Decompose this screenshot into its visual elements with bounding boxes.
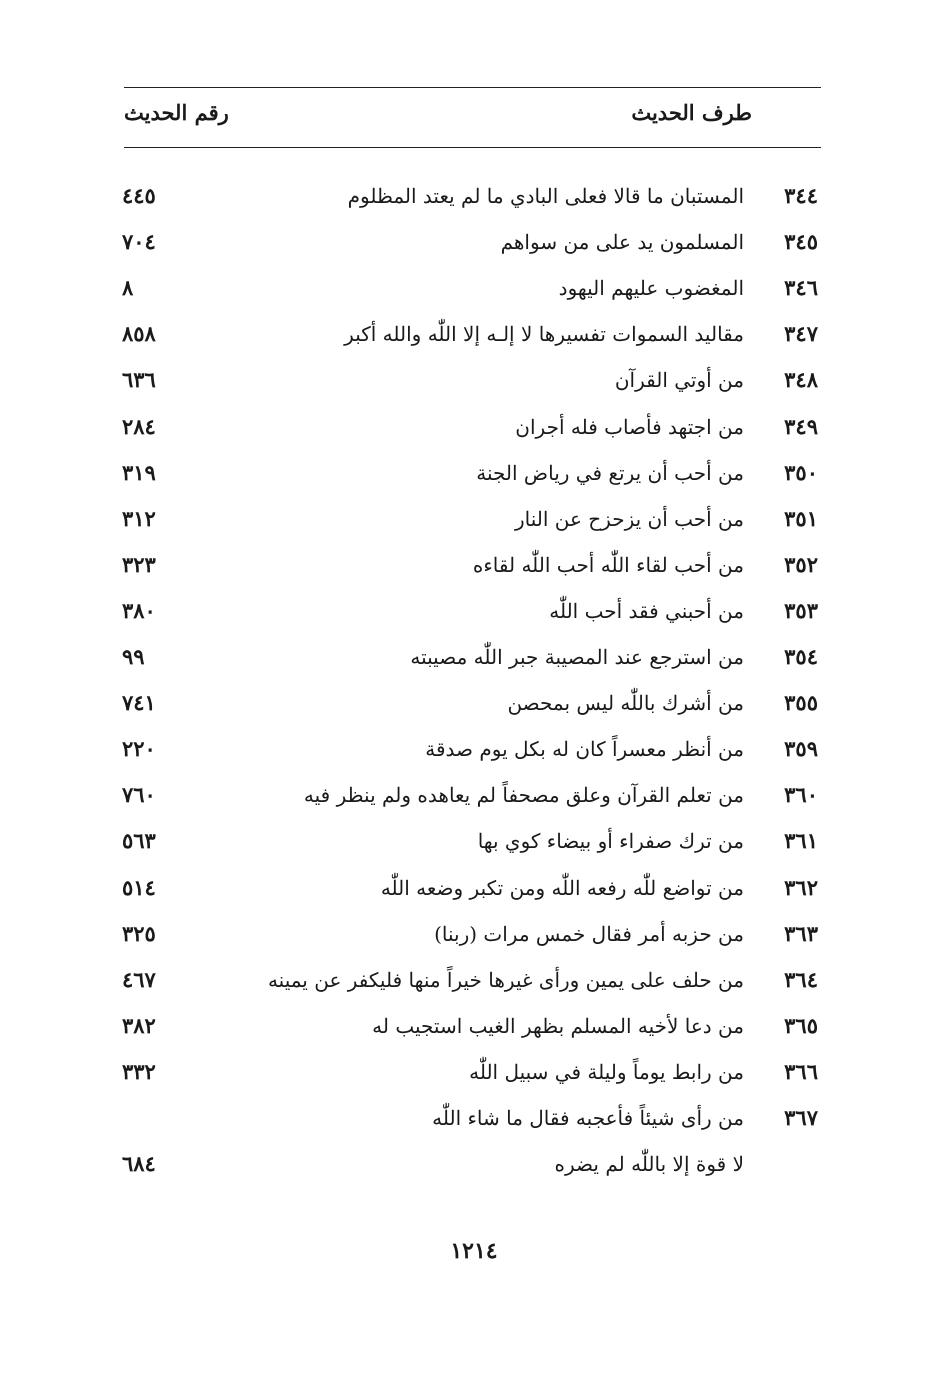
hadith-opening-text: المغضوب عليهم اليهود <box>558 276 744 301</box>
hadith-opening-text: من رأى شيئاً فأعجبه فقال ما شاء اللّٰه <box>432 1106 744 1130</box>
hadith-reference-number: ٣١٢ <box>122 505 156 531</box>
entry-number: ٣٤٨ <box>784 367 818 393</box>
hadith-opening-text: من أحب أن يزحزح عن النار <box>514 506 744 531</box>
entry-number: ٣٤٥ <box>784 229 818 255</box>
hadith-reference-number: ٩٩ <box>122 644 145 669</box>
hadith-opening-text: من حزبه أمر فقال خمس مرات (ربنا) <box>434 921 744 946</box>
hadith-reference-number: ٦٨٤ <box>122 1151 156 1177</box>
hadith-opening-text: لا قوة إلا باللّٰه لم يضره <box>554 1152 744 1177</box>
table-row <box>0 501 948 537</box>
table-row <box>0 593 948 629</box>
table-row <box>0 685 948 721</box>
hadith-reference-number: ٤٦٧ <box>122 966 156 992</box>
hadith-reference-number: ٣٨٠ <box>122 597 156 623</box>
entry-number: ٣٦٣ <box>784 920 818 946</box>
hadith-opening-text: من رابط يوماً وليلة في سبيل اللّٰه <box>469 1059 744 1084</box>
table-row <box>0 1054 948 1090</box>
entry-number: ٣٥٥ <box>784 690 818 716</box>
hadith-reference-number: ٨ <box>122 275 134 301</box>
hadith-opening-text: من ترك صفراء أو بيضاء كوي بها <box>477 829 744 854</box>
page-number: ١٢١٤ <box>450 1238 498 1264</box>
table-row <box>0 823 948 859</box>
hadith-reference-number: ٤٤٥ <box>122 183 156 208</box>
hadith-opening-text: من أنظر معسراً كان له بكل يوم صدقة <box>425 737 744 762</box>
entry-number: ٣٦٢ <box>784 874 818 900</box>
hadith-opening-text: من أوتي القرآن <box>614 368 744 393</box>
entry-number: ٣٥٩ <box>784 736 818 762</box>
hadith-reference-number: ٥١٤ <box>122 874 156 900</box>
hadith-reference-number: ٢٨٤ <box>122 413 156 439</box>
table-row <box>0 178 948 214</box>
table-row <box>0 916 948 952</box>
hadith-reference-number: ٨٥٨ <box>122 321 156 347</box>
table-row <box>0 777 948 813</box>
hadith-opening-text: مقاليد السموات تفسيرها لا إلـه إلا اللّٰه والله أكبر <box>344 322 744 347</box>
hadith-opening-text: من تواضع للّٰه رفعه اللّٰه ومن تكبر وضعه اللّٰه <box>380 875 744 900</box>
hadith-opening-text: من استرجع عند المصيبة جبر اللّٰه مصيبته <box>410 645 744 669</box>
hadith-reference-number: ٣٣٢ <box>122 1058 156 1084</box>
entry-number: ٣٥١ <box>784 505 818 531</box>
top-rule <box>124 87 821 88</box>
hadith-reference-number: ٧٤١ <box>122 690 156 716</box>
entry-number: ٣٤٦ <box>784 275 818 301</box>
table-row <box>0 870 948 906</box>
entry-number: ٣٤٤ <box>784 183 818 208</box>
hadith-reference-number: ٧٠٤ <box>122 229 156 255</box>
table-row <box>0 639 948 675</box>
table-row <box>0 224 948 260</box>
entry-number: ٣٦٠ <box>784 782 818 808</box>
hadith-opening-text: من أشرك باللّٰه ليس بمحصن <box>507 691 744 716</box>
hadith-reference-number: ٦٣٦ <box>122 367 156 393</box>
entry-number: ٣٤٩ <box>784 413 818 439</box>
entry-number: ٣٥٤ <box>784 644 818 669</box>
hadith-reference-number: ٣٢٥ <box>122 920 156 946</box>
table-row <box>0 962 948 998</box>
table-row <box>0 1100 948 1136</box>
header-rule <box>124 147 821 148</box>
column-header-hadith-text: طرف الحديث <box>631 100 752 125</box>
entry-number: ٣٤٧ <box>784 321 818 347</box>
table-row <box>0 316 948 352</box>
table-row <box>0 1146 948 1182</box>
hadith-reference-number: ٣٢٣ <box>122 551 156 577</box>
column-header-hadith-number: رقم الحديث <box>124 100 229 125</box>
table-row <box>0 362 948 398</box>
hadith-reference-number: ٢٢٠ <box>122 736 156 762</box>
entry-number: ٣٥٠ <box>784 459 818 485</box>
entry-number: ٣٥٣ <box>784 597 818 623</box>
table-row <box>0 409 948 445</box>
table-row <box>0 270 948 306</box>
hadith-opening-text: المسلمون يد على من سواهم <box>500 230 744 255</box>
hadith-opening-text: من أحب لقاء اللّٰه أحب اللّٰه لقاءه <box>472 552 744 577</box>
table-row <box>0 731 948 767</box>
entry-number: ٣٦٤ <box>784 966 818 992</box>
entry-number: ٣٦٧ <box>784 1105 818 1130</box>
entry-number: ٣٦٥ <box>784 1012 818 1038</box>
hadith-opening-text: من تعلم القرآن وعلق مصحفاً لم يعاهده ولم ينظر فيه <box>303 783 744 808</box>
hadith-reference-number: ٣١٩ <box>122 459 156 485</box>
hadith-opening-text: من أحب أن يرتع في رياض الجنة <box>476 460 744 485</box>
entry-number: ٣٥٢ <box>784 551 818 577</box>
hadith-opening-text: من حلف على يمين ورأى غيرها خيراً منها فليكفر عن يمينه <box>267 967 744 992</box>
hadith-opening-text: من أحبني فقد أحب اللّٰه <box>549 598 744 623</box>
entry-number: ٣٦٦ <box>784 1058 818 1084</box>
table-row <box>0 547 948 583</box>
table-row <box>0 1008 948 1044</box>
hadith-opening-text: من دعا لأخيه المسلم بظهر الغيب استجيب له <box>372 1013 744 1038</box>
table-row <box>0 455 948 491</box>
hadith-opening-text: من اجتهد فأصاب فله أجران <box>515 414 744 439</box>
hadith-opening-text: المستبان ما قالا فعلى البادي ما لم يعتد المظلوم <box>347 184 744 208</box>
entry-number: ٣٦١ <box>784 828 818 854</box>
hadith-reference-number: ٣٨٢ <box>122 1012 156 1038</box>
hadith-reference-number: ٧٦٠ <box>122 782 156 808</box>
hadith-reference-number: ٥٦٣ <box>122 828 156 854</box>
